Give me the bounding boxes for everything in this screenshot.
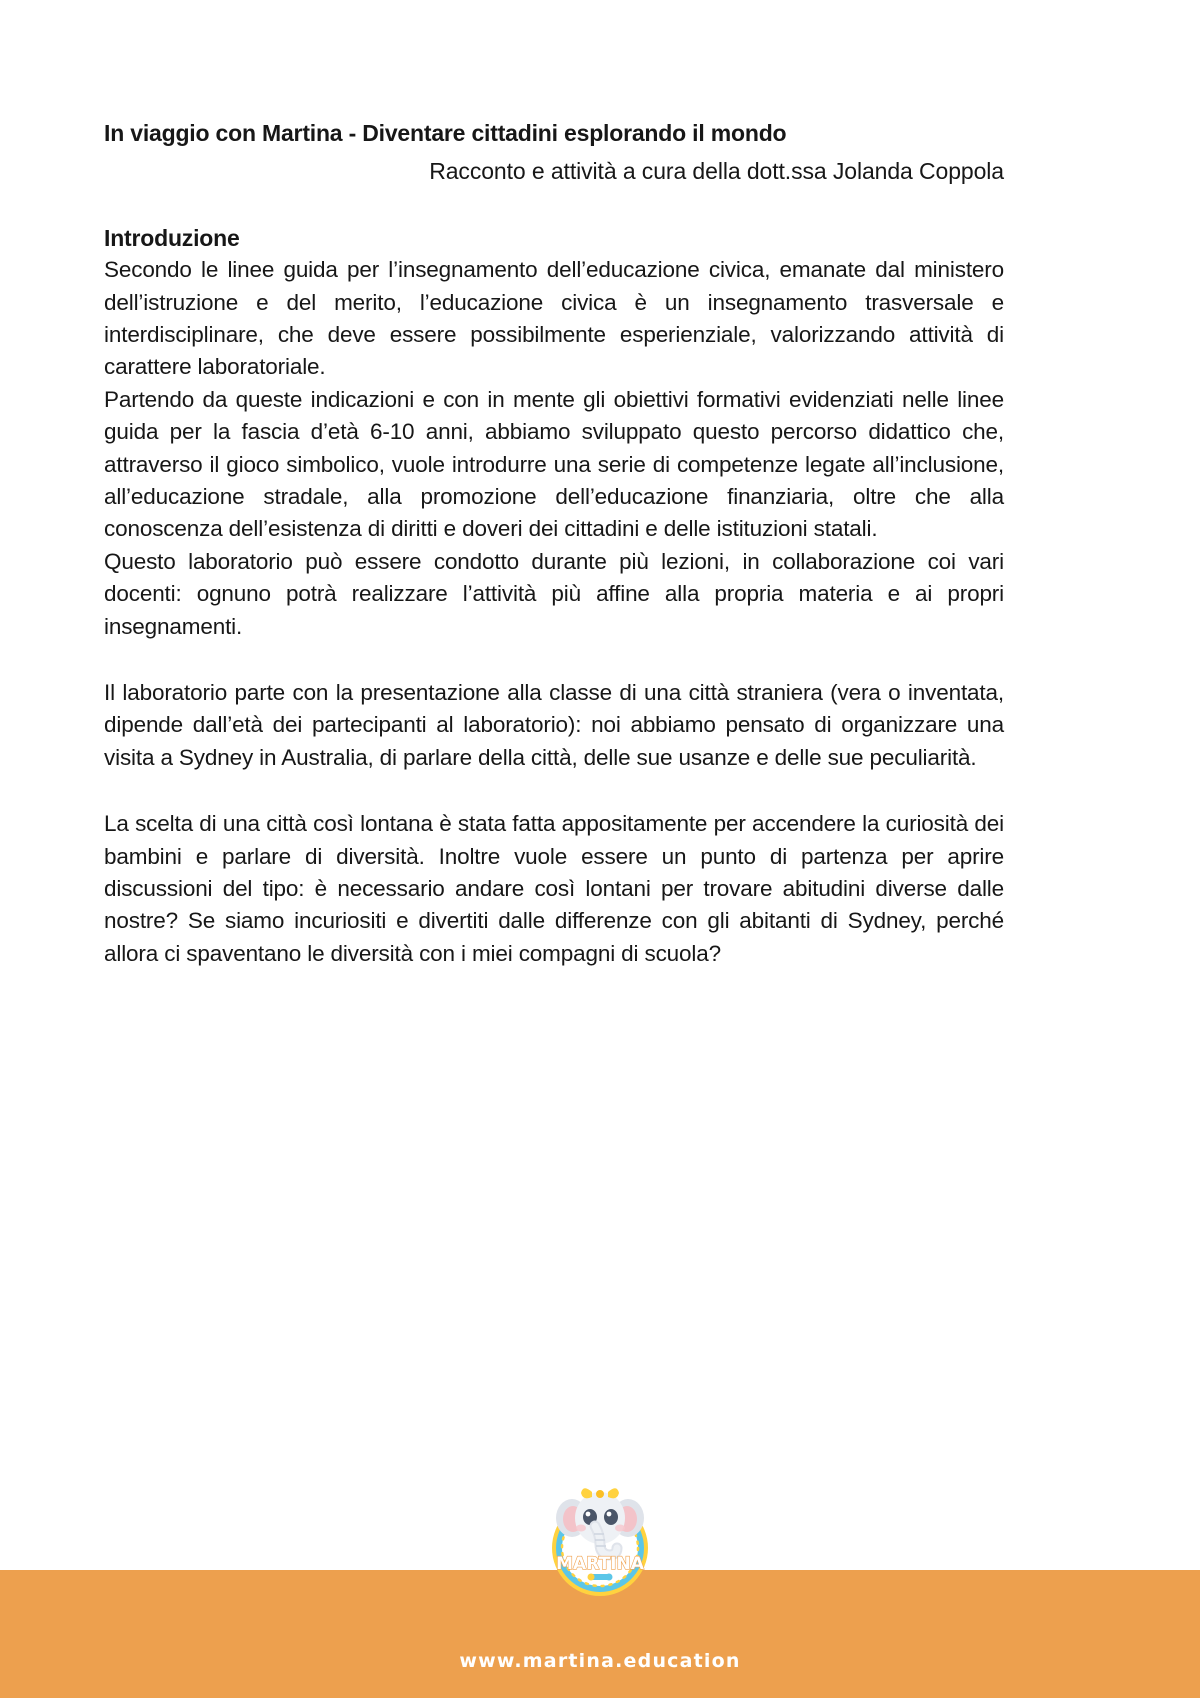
paragraph-3: Questo laboratorio può essere condotto durante più lezioni, in collaborazione coi vari docenti: ognuno potrà realizzare l’attività più affine alla propria materia e ai propri insegnamenti. [104,548,1004,639]
page-title: In viaggio con Martina - Diventare cittadini esplorando il mondo [104,120,787,146]
paragraph-2: Partendo da queste indicazioni e con in mente gli obiettivi formativi evidenziati nelle linee guida per la fascia d’età 6-10 anni, abbiamo sviluppato questo percorso didattico che, attraverso il gioco simbolico, vuole introdurre una serie di competenze legate all’inclusione, all’educazione stradale, alla promozione dell’educazione finanziaria, oltre che alla conoscenza dell’esistenza di diritti e doveri dei cittadini e delle istituzioni statali. [104,386,1004,542]
martina-logo [525,1456,675,1606]
paragraph-5: La scelta di una città così lontana è stata fatta appositamente per accendere la curiosità dei bambini e parlare di diversità. Inoltre vuole essere un punto di partenza per aprire discussioni del tipo: è necessario andare così lontani per trovare abitudini diverse dalle nostre? Se siamo incuriositi e divertiti dalle differenze con gli abitanti di Sydney, perché allora ci spaventano le diversità con i miei compagni di scuola? [104,811,1004,966]
paragraph-1: Secondo le linee guida per l’insegnamento dell’educazione civica, emanate dal ministero dell’istruzione e del merito, l’educazione civica è un insegnamento trasversale e interdisciplinare, che deve essere possibilmente esperienziale, valorizzando attività di carattere laboratoriale. [104,257,1004,380]
section-heading-introduzione: Introduzione [104,225,240,252]
paragraph-4: Il laboratorio parte con la presentazione alla classe di una città straniera (vera o inventata, dipende dall’età dei partecipanti al laboratorio): noi abbiamo pensato di organizzare una visita a Sydney in Australia, di parlare della città, delle sue usanze e delle sue peculiarità. [104,679,1004,770]
document-body [104,118,1004,970]
footer-website-url[interactable]: www.martina.education [459,1650,741,1672]
document-byline: Racconto e attività a cura della dott.ssa Jolanda Coppola [429,158,1004,185]
logo-wordmark: MARTINA [556,1554,644,1574]
